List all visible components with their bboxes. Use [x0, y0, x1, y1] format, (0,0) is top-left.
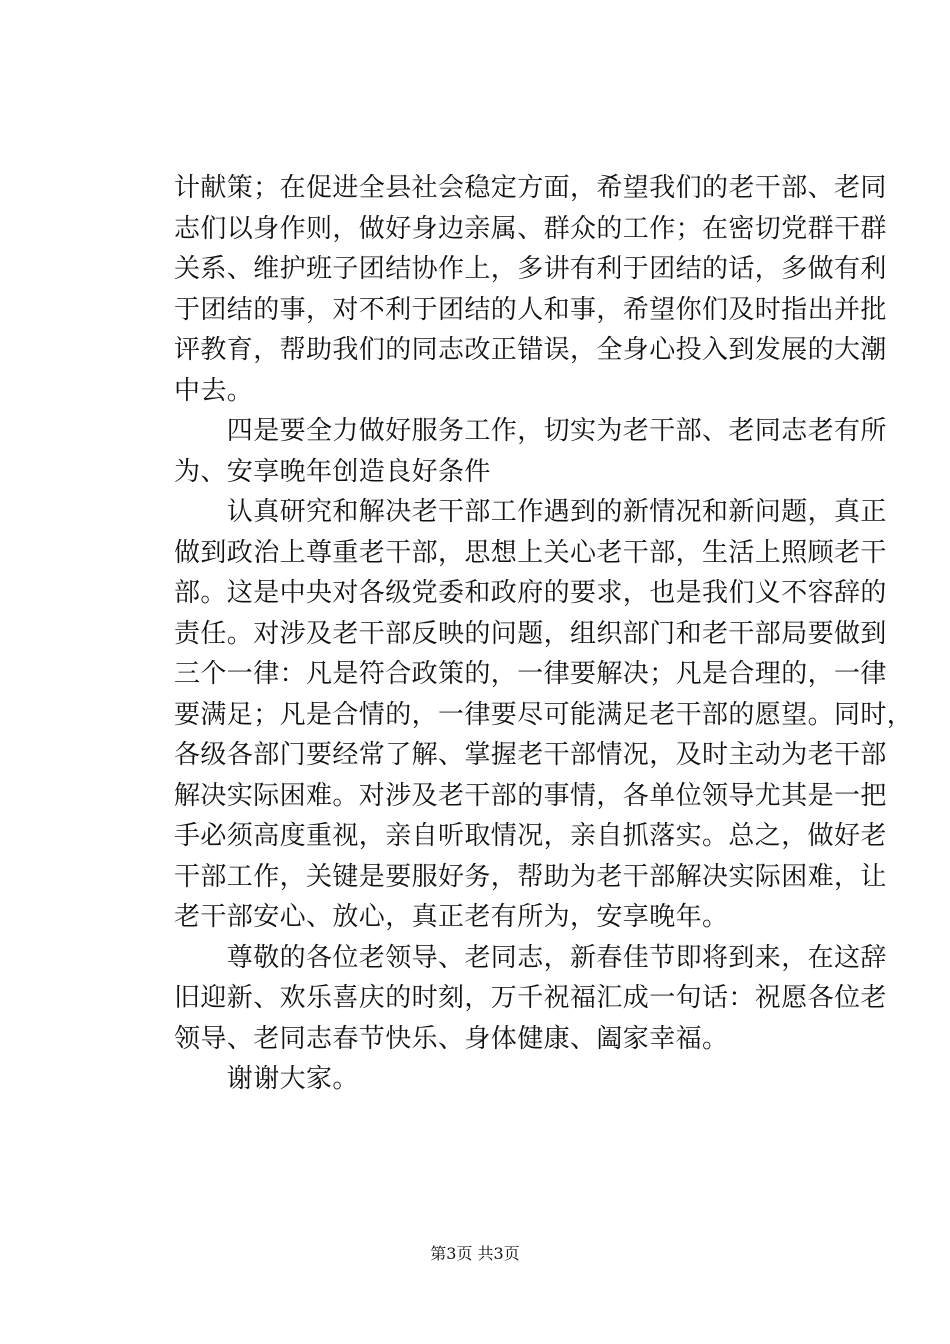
text-line: 部。这是中央对各级党委和政府的要求，也是我们义不容辞的 — [174, 578, 887, 608]
text-line: 老干部安心、放心，真正老有所为，安享晚年。 — [174, 902, 729, 932]
text-line: 中去。 — [174, 375, 254, 406]
text-line: 责任。对涉及老干部反映的问题，组织部门和老干部局要做到 — [174, 618, 887, 649]
closing-line: 谢谢大家。 — [174, 1064, 359, 1094]
section-heading-line: 四是要全力做好服务工作，切实为老干部、老同志老有所 — [174, 416, 887, 446]
document-body — [174, 168, 914, 1100]
text-line: 旧迎新、欢乐喜庆的时刻，万千祝福汇成一句话：祝愿各位老 — [174, 983, 887, 1013]
text-line: 领导、老同志春节快乐、身体健康、阖家幸福。 — [174, 1023, 729, 1054]
text-line: 三个一律：凡是符合政策的，一律要解决；凡是合理的，一律 — [174, 659, 887, 689]
text-line: 志们以身作则，做好身边亲属、群众的工作；在密切党群干群 — [174, 213, 887, 244]
text-line: 各级各部门要经常了解、掌握老干部情况，及时主动为老干部 — [174, 740, 887, 770]
text-line: 于团结的事，对不利于团结的人和事，希望你们及时指出并批 — [174, 294, 887, 325]
text-line: 干部工作，关键是要服好务，帮助为老干部解决实际困难，让 — [174, 861, 887, 892]
text-line: 解决实际困难。对涉及老干部的事情，各单位领导尤其是一把 — [174, 780, 887, 811]
page-number: 第3页 共3页 — [430, 1244, 520, 1263]
text-line: 关系、维护班子团结协作上，多讲有利于团结的话，多做有利 — [174, 254, 887, 284]
section-heading-line: 为、安享晚年创造良好条件 — [174, 456, 491, 487]
text-line: 手必须高度重视，亲自听取情况，亲自抓落实。总之，做好老 — [174, 821, 887, 851]
text-line: 要满足；凡是合情的，一律要尽可能满足老干部的愿望。同时， — [174, 699, 914, 730]
text-line: 计献策；在促进全县社会稳定方面，希望我们的老干部、老同 — [174, 173, 887, 203]
text-line: 认真研究和解决老干部工作遇到的新情况和新问题，真正 — [174, 497, 887, 527]
text-line: 评教育，帮助我们的同志改正错误，全身心投入到发展的大潮 — [174, 335, 887, 365]
text-line: 做到政治上尊重老干部，思想上关心老干部，生活上照顾老干 — [174, 537, 887, 568]
text-line: 尊敬的各位老领导、老同志，新春佳节即将到来，在这辞 — [174, 942, 887, 973]
